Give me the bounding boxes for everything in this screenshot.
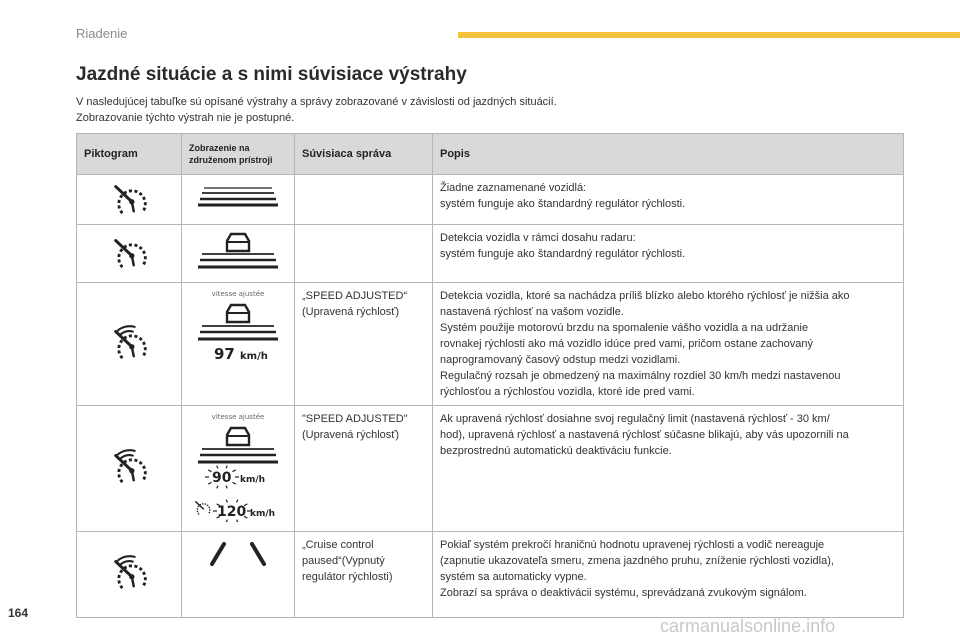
table-row — [77, 406, 904, 532]
description-line: Regulačný rozsah je obmedzený na maximálny rozdiel 30 km/h medzi nastavenou — [440, 370, 841, 382]
description-line: Pokiaľ systém prekročí hraničnú hodnotu upravenej rýchlosti a vodič nereaguje — [440, 539, 825, 551]
col-header-display — [182, 134, 295, 175]
intro-line: Zobrazovanie týchto výstrah nie je postupné. — [76, 112, 295, 124]
page-number: 164 — [8, 606, 29, 620]
display-cell — [182, 532, 295, 618]
pictogram-cell — [77, 532, 182, 618]
adaptive-cruise-gauge-icon — [109, 324, 149, 360]
cruise-control-gauge-icon — [109, 179, 149, 215]
pictogram-cell — [77, 225, 182, 283]
col-header-message: Súvisiaca správa — [295, 134, 433, 175]
header-accent-bar — [458, 32, 960, 38]
description-cell — [433, 283, 904, 406]
description-line: Žiadne zaznamenané vozidlá: — [440, 182, 587, 194]
display-cell — [182, 283, 295, 406]
pictogram-cell — [77, 283, 182, 406]
description-line: rýchlosťou a rýchlosťou vozidla, ktoré ide pred vami. — [440, 386, 695, 398]
message-line: "SPEED ADJUSTED" — [302, 413, 408, 425]
description-cell — [433, 532, 904, 618]
table-row — [77, 225, 904, 283]
description-line: Systém použije motorovú brzdu na spomalenie vášho vozidla a na udržanie — [440, 322, 809, 334]
description-line: Detekcia vozidla, ktoré sa nachádza príliš blízko alebo ktorého rýchlosť je nižšia ako — [440, 290, 850, 302]
description-cell — [433, 175, 904, 225]
description-line: Zobrazí sa správa o deaktivácii systému, sprevádzaná zvukovým signálom. — [440, 587, 807, 599]
col-header-piktogram: Piktogram — [77, 134, 182, 175]
warnings-table — [76, 133, 904, 618]
pictogram-cell — [77, 406, 182, 532]
cluster-display-lanes — [190, 181, 286, 213]
description-line: rovnakej rýchlosti ako má vozidlo idúce pred vami, pričom ostane zachovaný — [440, 338, 813, 350]
message-cell — [295, 532, 433, 618]
description-line: systém sa automaticky vypne. — [440, 571, 587, 583]
display-speed-unit: km/h — [240, 351, 268, 362]
message-line: paused“(Vypnutý — [302, 555, 385, 567]
display-cell — [182, 225, 295, 283]
cluster-display-speed-limit-blink — [190, 410, 286, 522]
cluster-display-speed-adjusted — [190, 287, 286, 365]
display-speed-value: 90 — [212, 470, 232, 486]
description-line: Ak upravená rýchlosť dosiahne svoj regulačný limit (nastavená rýchlosť - 30 km/ — [440, 413, 830, 425]
col-header-description: Popis — [433, 134, 904, 175]
description-line: bezprostrednú automatickú deaktiváciu funkcie. — [440, 445, 672, 457]
message-cell — [295, 406, 433, 532]
description-line: nastavená rýchlosť na vašom vozidle. — [440, 306, 624, 318]
description-line: (zapnutie ukazovateľa smeru, zmena jazdného pruhu, zníženie rýchlosti vozidla), — [440, 555, 834, 567]
message-line: (Upravená rýchlosť) — [302, 429, 400, 441]
col-header-display-line: združenom prístroji — [189, 155, 273, 165]
description-line: systém funguje ako štandardný regulátor rýchlosti. — [440, 198, 686, 210]
message-line: (Upravená rýchlosť) — [302, 306, 400, 318]
table-row — [77, 283, 904, 406]
table-row — [77, 532, 904, 618]
description-line: naprogramovaný časový odstup medzi vozidlami. — [440, 354, 681, 366]
message-cell — [295, 225, 433, 283]
watermark: carmanualsonline.info — [660, 616, 836, 636]
display-cell — [182, 175, 295, 225]
table-header-row — [77, 134, 904, 175]
section-label: Riadenie — [76, 26, 128, 41]
intro-text — [76, 94, 896, 126]
cluster-display-lanes-car — [190, 229, 286, 273]
message-line: „Cruise control — [302, 539, 374, 551]
pictogram-cell — [77, 175, 182, 225]
message-line: regulátor rýchlosti) — [302, 571, 393, 583]
table-row — [77, 175, 904, 225]
description-cell — [433, 225, 904, 283]
description-cell — [433, 406, 904, 532]
display-banner-text: vitesse ajustée — [211, 290, 265, 298]
description-line: systém funguje ako štandardný regulátor rýchlosti. — [440, 248, 686, 260]
display-speed-setpoint: 120 — [217, 504, 247, 520]
display-speed-unit: km/h — [240, 475, 266, 485]
cruise-control-gauge-icon — [109, 233, 149, 269]
message-cell — [295, 283, 433, 406]
description-line: Detekcia vozidla v rámci dosahu radaru: — [440, 232, 636, 244]
display-speed-value: 97 — [214, 345, 235, 363]
adaptive-cruise-gauge-icon — [109, 554, 149, 590]
display-banner-text: vitesse ajustée — [211, 413, 265, 421]
cluster-display-lanes-paused — [190, 536, 286, 570]
message-cell — [295, 175, 433, 225]
page-title: Jazdné situácie a s nimi súvisiace výstrahy — [76, 64, 467, 85]
display-cell — [182, 406, 295, 532]
description-line: hod), upravená rýchlosť a nastavená rýchlosť súčasne blikajú, aby vás upozornili na — [440, 429, 849, 441]
col-header-display-line: Zobrazenie na — [189, 143, 250, 153]
display-speed-setpoint-unit: km/h — [250, 509, 276, 519]
adaptive-cruise-gauge-icon — [109, 448, 149, 484]
intro-line: V nasledujúcej tabuľke sú opísané výstrahy a správy zobrazované v závislosti od jazdných situácií. — [76, 96, 557, 108]
message-line: „SPEED ADJUSTED“ — [302, 290, 408, 302]
